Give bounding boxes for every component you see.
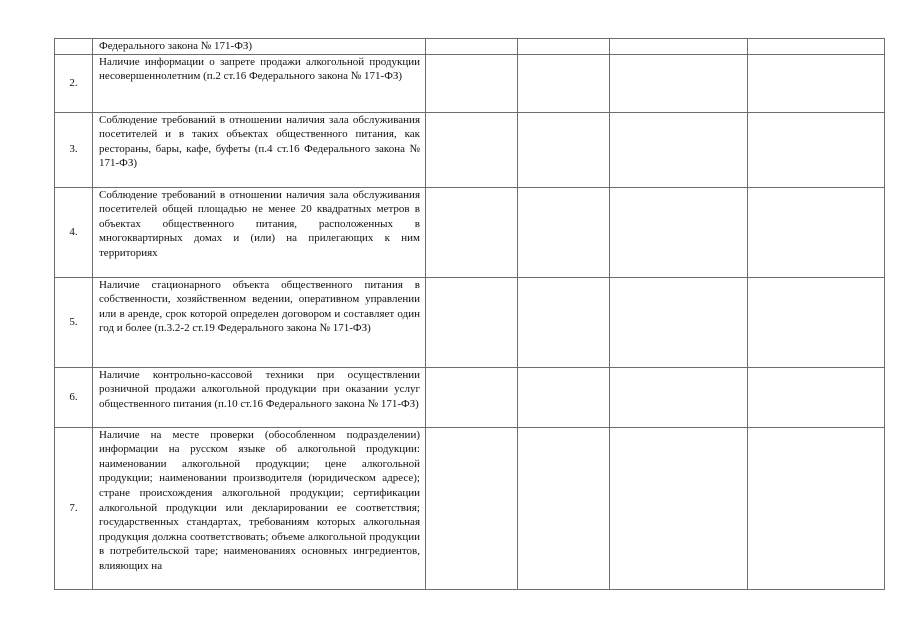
empty-cell <box>518 427 610 589</box>
empty-cell <box>610 112 748 187</box>
empty-cell <box>610 367 748 427</box>
row-text: Федерального закона № 171-ФЗ) <box>93 39 426 55</box>
row-number: 7. <box>55 427 93 589</box>
empty-cell <box>518 277 610 367</box>
table-row <box>55 54 885 112</box>
row-number: 3. <box>55 112 93 187</box>
empty-cell <box>518 112 610 187</box>
empty-cell <box>748 187 885 277</box>
empty-cell <box>748 367 885 427</box>
row-text: Соблюдение требований в отношении наличия зала обслуживания посетителей общей площадью не менее 20 квадратных метров в объектах общественного питания, расположенных в многоквартирных домах и (или) на прилегающих к ним территориях <box>93 187 426 277</box>
row-number: 6. <box>55 367 93 427</box>
table-row <box>55 277 885 367</box>
table-row <box>55 187 885 277</box>
empty-cell <box>748 277 885 367</box>
empty-cell <box>610 39 748 55</box>
empty-cell <box>748 112 885 187</box>
empty-cell <box>610 187 748 277</box>
empty-cell <box>748 427 885 589</box>
empty-cell <box>426 39 518 55</box>
table-row <box>55 367 885 427</box>
row-text: Наличие информации о запрете продажи алкогольной продукции несовершеннолетним (п.2 ст.16 Федерального закона № 171-ФЗ) <box>93 54 426 112</box>
empty-cell <box>610 427 748 589</box>
table-row <box>55 39 885 55</box>
empty-cell <box>426 277 518 367</box>
table-row <box>55 112 885 187</box>
row-text: Наличие контрольно-кассовой техники при осуществлении розничной продажи алкогольной продукции при оказании услуг общественного питания (п.10 ст.16 Федерального закона № 171-ФЗ) <box>93 367 426 427</box>
empty-cell <box>610 54 748 112</box>
table-row <box>55 427 885 589</box>
row-number <box>55 39 93 55</box>
row-number: 4. <box>55 187 93 277</box>
empty-cell <box>426 187 518 277</box>
empty-cell <box>426 54 518 112</box>
row-text: Наличие на месте проверки (обособленном подразделении) информации на русском языке об алкогольной продукции: наименовании алкогольной продукции; цене алкогольной продукции; наименовании производителя (юридическом адресе); стране происхождения алкогольной продукции; сертификации алкогольной продукции или декларировании ее соответствия; государственных стандартах, требованиям которых алкогольная продукция должна соответствовать; объеме алкогольной продукции в потребительской таре; наименованиях основных ингредиентов, влияющих на <box>93 427 426 589</box>
row-text: Наличие стационарного объекта общественного питания в собственности, хозяйственном ведении, оперативном управлении или в аренде, срок которой определен договором и составляет один год и более (п.3.2-2 ст.19 Федерального закона № 171-ФЗ) <box>93 277 426 367</box>
empty-cell <box>518 367 610 427</box>
empty-cell <box>518 54 610 112</box>
empty-cell <box>426 112 518 187</box>
row-number: 5. <box>55 277 93 367</box>
empty-cell <box>610 277 748 367</box>
empty-cell <box>748 39 885 55</box>
checklist-table <box>54 38 885 590</box>
row-number: 2. <box>55 54 93 112</box>
row-text: Соблюдение требований в отношении наличия зала обслуживания посетителей и в таких объектах общественного питания, как рестораны, бары, кафе, буфеты (п.4 ст.16 Федерального закона № 171-ФЗ) <box>93 112 426 187</box>
empty-cell <box>518 39 610 55</box>
empty-cell <box>518 187 610 277</box>
empty-cell <box>426 427 518 589</box>
empty-cell <box>426 367 518 427</box>
empty-cell <box>748 54 885 112</box>
